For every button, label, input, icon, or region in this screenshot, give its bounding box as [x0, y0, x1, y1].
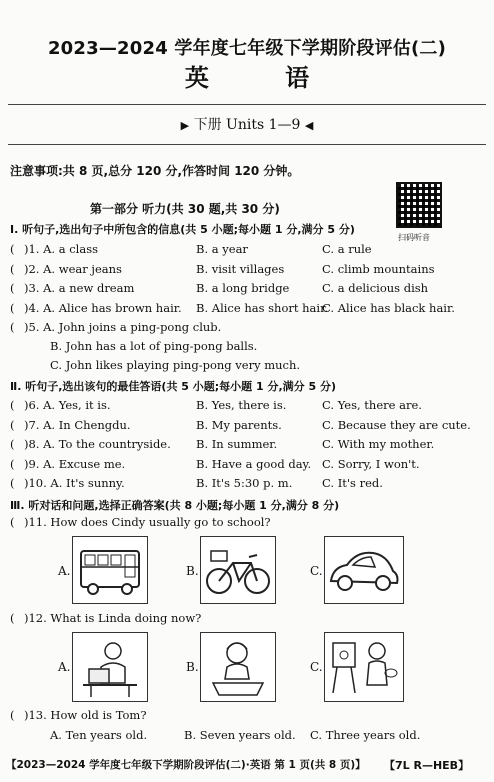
car-icon	[325, 537, 403, 603]
question-row: ( )7. A. In Chengdu. B. My parents. C. Because they are cute.	[10, 418, 471, 432]
painting-image	[324, 632, 404, 702]
girl-painting-icon	[325, 633, 403, 701]
question-row: ( )4. A. Alice has brown hair. B. Alice has short hair. C. Alice has black hair.	[10, 301, 455, 315]
divider	[8, 144, 486, 145]
option-b-label: B.	[186, 660, 199, 674]
divider	[8, 104, 486, 105]
left-triangle-icon: ◀	[304, 119, 314, 132]
unit-range	[0, 114, 494, 134]
question-row: ( )5. A. John joins a ping-pong club.	[10, 320, 222, 334]
section-1-title: Ⅰ. 听句子,选出句子中所包含的信息(共 5 小题;每小题 1 分,满分 5 分)	[10, 223, 355, 236]
car-image	[324, 536, 404, 604]
bus-icon	[73, 537, 147, 603]
bicycle-icon	[201, 537, 275, 603]
question-row: ( )6. A. Yes, it is. B. Yes, there is. C. Yes, there are.	[10, 398, 422, 412]
qr-code-icon	[396, 182, 442, 228]
drawing-image	[200, 632, 276, 702]
question-row: ( )13. How old is Tom?	[10, 708, 147, 722]
qr-label: 扫码听音	[398, 233, 430, 242]
question-row: ( )10. A. It's sunny. B. It's 5:30 p. m. C. It's red.	[10, 476, 383, 490]
section-3-title: Ⅲ. 听对话和问题,选择正确答案(共 8 小题;每小题 1 分,满分 8 分)	[10, 499, 340, 512]
footer-info: 【2023—2024 学年度七年级下学期阶段评估(二)·英语 第 1 页(共 8 页)】	[6, 759, 366, 771]
subject-title: 英 语	[184, 64, 344, 92]
reading-image	[72, 632, 148, 702]
exam-title: 2023—2024 学年度七年级下学期阶段评估(二)	[47, 38, 447, 59]
notice: 注意事项:共 8 页,总分 120 分,作答时间 120 分钟。	[10, 164, 300, 178]
question-row: ( )3. A. a new dream B. a long bridge C. a delicious dish	[10, 281, 429, 295]
person-reading-icon	[73, 633, 147, 701]
bus-image	[72, 536, 148, 604]
question-row: ( )1. A. a class B. a year C. a rule	[10, 242, 372, 256]
part-title: 第一部分 听力(共 30 题,共 30 分)	[90, 202, 280, 216]
option-c-label: C.	[310, 660, 323, 674]
unit-range-text: 下册 Units 1—9	[193, 117, 301, 133]
footer-code: 【7L R—HEB】	[384, 759, 470, 772]
option-b-label: B.	[186, 564, 199, 578]
option-b: B. John has a lot of ping-pong balls.	[50, 339, 258, 353]
question-row: ( )12. What is Linda doing now?	[10, 611, 202, 625]
option-a-label: A.	[58, 660, 71, 674]
question-row: ( )9. A. Excuse me. B. Have a good day. C. Sorry, I won't.	[10, 457, 420, 471]
question-row: A. Ten years old. B. Seven years old. C. Three years old.	[50, 728, 421, 742]
question-row: ( )2. A. wear jeans B. visit villages C. climb mountains	[10, 262, 435, 276]
section-2-title: Ⅱ. 听句子,选出该句的最佳答语(共 5 小题;每小题 1 分,满分 5 分)	[10, 380, 337, 393]
option-a-label: A.	[58, 564, 71, 578]
question-row: ( )11. How does Cindy usually go to school?	[10, 515, 271, 529]
option-c: C. John likes playing ping-pong very much.	[50, 358, 301, 372]
question-row: ( )8. A. To the countryside. B. In summer. C. With my mother.	[10, 437, 435, 451]
bicycle-image	[200, 536, 276, 604]
right-triangle-icon: ▶	[180, 119, 190, 132]
girl-writing-icon	[201, 633, 275, 701]
option-c-label: C.	[310, 564, 323, 578]
